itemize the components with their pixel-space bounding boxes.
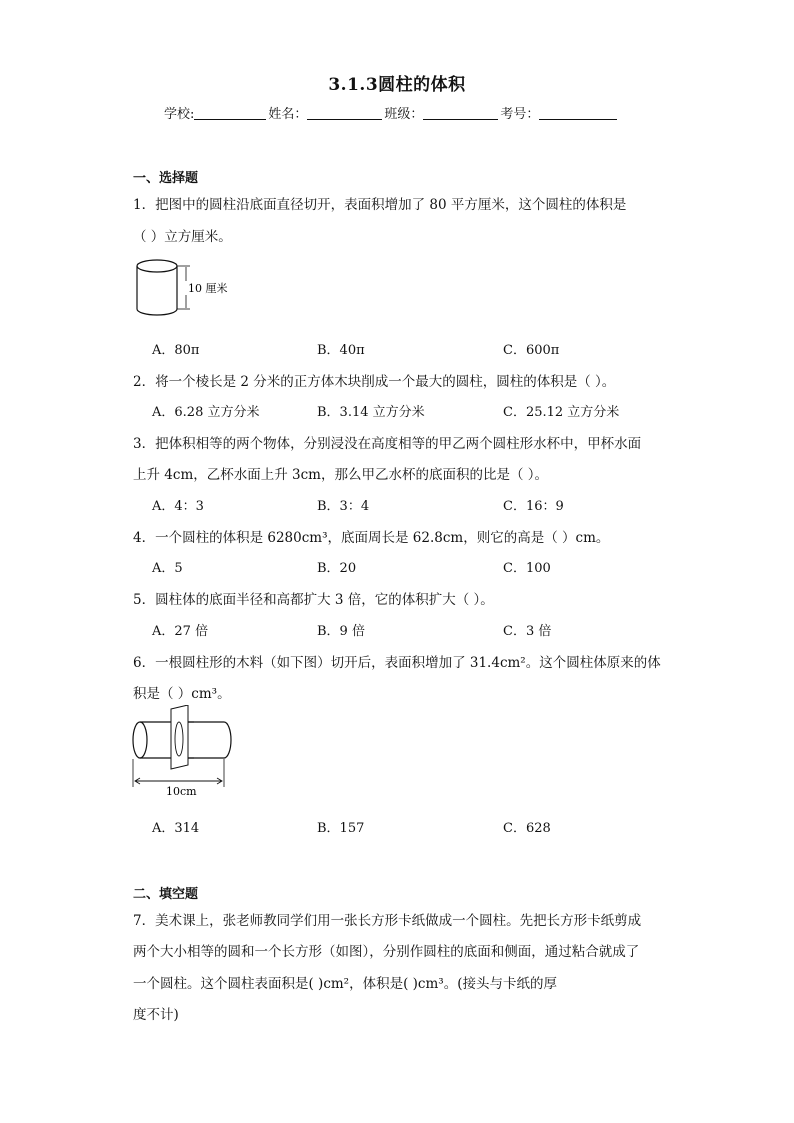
question-5-line-1: 5．圆柱体的底面半径和高都扩大 3 倍，它的体积扩大（ ）。 — [133, 592, 494, 608]
school-label: 学校: — [164, 107, 195, 122]
page-title: 3.1.3圆柱的体积 — [328, 75, 466, 95]
q4-option-a[interactable]: A．5 — [152, 561, 183, 576]
q1-option-b[interactable]: B．40π — [317, 343, 365, 358]
student-info-row — [164, 103, 619, 122]
question-1-line-2: （ ）立方厘米。 — [133, 229, 232, 245]
name-blank[interactable] — [307, 107, 382, 120]
name-label: 姓名： — [268, 107, 308, 122]
q3-option-c[interactable]: C．16：9 — [503, 499, 564, 514]
q1-option-a[interactable]: A．80π — [152, 343, 200, 358]
question-4-line-1: 4．一个圆柱的体积是 6280cm³，底面周长是 62.8cm，则它的高是（ ）cm。 — [133, 530, 610, 546]
class-blank[interactable] — [423, 107, 498, 120]
q4-option-b[interactable]: B．20 — [317, 561, 357, 576]
question-6-line-1: 6．一根圆柱形的木料（如下图）切开后，表面积增加了 31.4cm²。这个圆柱体原来的体 — [133, 655, 661, 671]
q5-option-b[interactable]: B．9 倍 — [317, 624, 365, 639]
cylinder-figure — [130, 257, 240, 319]
q3-option-b[interactable]: B．3：4 — [317, 499, 370, 514]
q5-option-a[interactable]: A．27 倍 — [152, 624, 209, 639]
question-7-line-1: 7．美术课上，张老师教同学们用一张长方形卡纸做成一个圆柱。先把长方形卡纸剪成 — [133, 913, 642, 929]
question-3-line-1: 3．把体积相等的两个物体，分别浸没在高度相等的甲乙两个圆柱形水杯中，甲杯水面 — [133, 436, 642, 452]
question-3-line-2: 上升 4cm，乙杯水面上升 3cm，那么甲乙水杯的底面积的比是（ ）。 — [133, 467, 549, 483]
question-6-line-2: 积是（ ）cm³。 — [133, 686, 231, 702]
exam-no-blank[interactable] — [539, 107, 617, 120]
log-cut-figure — [128, 705, 238, 797]
q4-option-c[interactable]: C．100 — [503, 561, 551, 576]
q6-option-a[interactable]: A．314 — [152, 821, 200, 836]
section-heading-fill: 二、填空题 — [133, 887, 199, 902]
question-2-line-1: 2．将一个棱长是 2 分米的正方体木块削成一个最大的圆柱，圆柱的体积是（ ）。 — [133, 374, 616, 390]
q1-option-c[interactable]: C．600π — [503, 343, 560, 358]
section-heading-choice: 一、选择题 — [133, 171, 199, 186]
class-label: 班级： — [384, 107, 424, 122]
q2-option-a[interactable]: A．6.28 立方分米 — [152, 405, 260, 420]
question-7-line-2: 两个大小相等的圆和一个长方形（如图），分别作圆柱的底面和侧面，通过粘合就成了 — [133, 944, 640, 960]
school-blank[interactable] — [194, 107, 266, 120]
q6-option-b[interactable]: B．157 — [317, 821, 365, 836]
q6-option-c[interactable]: C．628 — [503, 821, 551, 836]
q3-option-a[interactable]: A．4：3 — [152, 499, 204, 514]
question-7-line-3: 一个圆柱。这个圆柱表面积是( )cm²，体积是( )cm³。(接头与卡纸的厚 — [133, 976, 557, 992]
question-7-line-4: 度不计) — [133, 1007, 179, 1023]
q2-option-c[interactable]: C．25.12 立方分米 — [503, 405, 620, 420]
q5-option-c[interactable]: C．3 倍 — [503, 624, 552, 639]
exam-no-label: 考号： — [500, 107, 540, 122]
q2-option-b[interactable]: B．3.14 立方分米 — [317, 405, 425, 420]
question-1-line-1: 1．把图中的圆柱沿底面直径切开，表面积增加了 80 平方厘米，这个圆柱的体积是 — [133, 197, 627, 213]
cylinder-height-label: 10 厘米 — [188, 282, 228, 295]
log-length-label: 10cm — [166, 785, 197, 797]
